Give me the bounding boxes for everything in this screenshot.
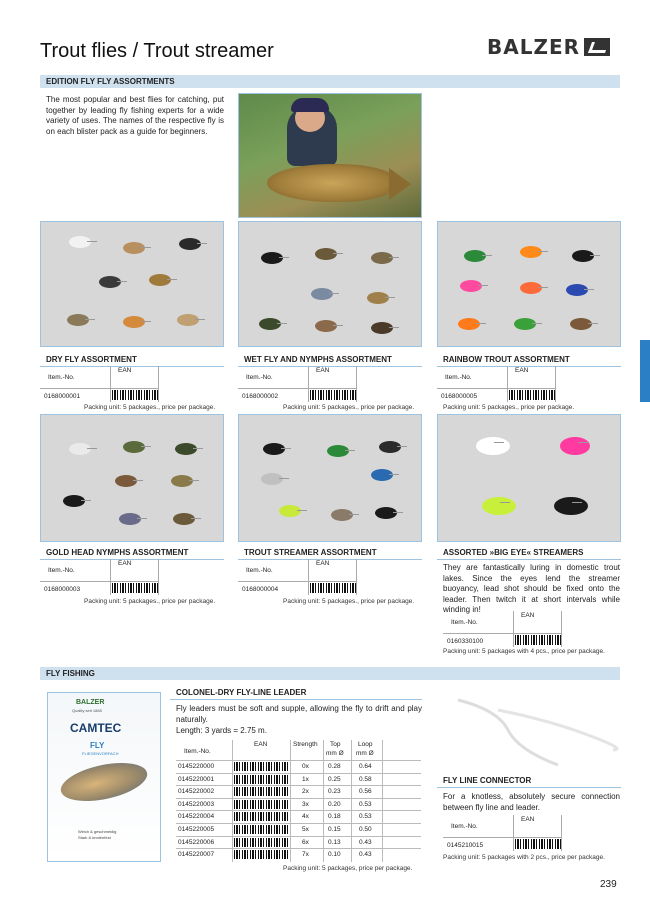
page-number: 239 <box>600 879 617 890</box>
connector-line-1 <box>458 700 558 765</box>
item-number: 0145210015 <box>447 842 484 849</box>
ean-header: EAN <box>521 612 535 619</box>
fly-brown <box>115 475 137 487</box>
ean-barcode <box>234 787 288 796</box>
col-item: Item.-No. <box>184 748 211 755</box>
item-number: 0168000004 <box>242 586 279 593</box>
fly-line-connector-image <box>438 690 620 770</box>
fly-green <box>464 250 486 262</box>
wet-fly-image <box>238 221 422 347</box>
fly-black2 <box>375 507 397 519</box>
cell-item: 0145220002 <box>178 788 215 796</box>
product-title: WET FLY AND NYMPHS ASSORTMENT <box>244 355 392 364</box>
cell-item: 0145220006 <box>178 838 215 846</box>
intro-text: The most popular and best flies for catching, put together by leading fly fishing experts for a wide variety of uses. The names of the respective fly is on each blister pack as a guide for beginners. <box>46 95 224 136</box>
fly-pink <box>460 280 482 292</box>
fly-grey <box>311 288 333 300</box>
packing-unit: Packing unit: 5 packages., price per package. <box>84 404 216 411</box>
cell-top: 0.28 <box>328 763 341 770</box>
ean-header: EAN <box>515 367 529 374</box>
packing-unit: Packing unit: 5 packages., price per package. <box>84 598 216 605</box>
ean-barcode <box>234 800 288 809</box>
connector-description: For a knotless, absolutely secure connection between fly line and leader. <box>443 792 620 812</box>
fly-red <box>520 282 542 294</box>
package-camtec: CAMTEC <box>70 721 122 735</box>
ean-barcode <box>112 583 158 593</box>
brand-name: BALZER <box>487 35 581 59</box>
dry-fly-image <box>40 221 224 347</box>
cell-top: 0.25 <box>328 775 341 783</box>
product-title: GOLD HEAD NYMPHS ASSORTMENT <box>46 548 189 557</box>
item-number: 0168000001 <box>44 393 81 400</box>
product-title: FLY LINE CONNECTOR <box>443 776 532 785</box>
packing-unit: Packing unit: 5 packages., price per package. <box>283 598 415 605</box>
item-number: 0168000005 <box>441 393 478 400</box>
packing-unit: Packing unit: 5 packages, price per package. <box>283 865 413 872</box>
fly-white <box>69 443 91 455</box>
ean-barcode <box>234 825 288 834</box>
ean-barcode <box>112 390 158 400</box>
fly-black <box>179 238 201 250</box>
item-no-header: Item.-No. <box>445 374 472 381</box>
package-stark: Stark & knotenfest <box>78 835 111 840</box>
col-strength: Strength <box>293 741 318 748</box>
package-fly-sub: FLIEGENVORFACH <box>82 751 119 756</box>
ean-barcode <box>310 390 356 400</box>
col-ean: EAN <box>254 741 268 748</box>
table-row <box>176 760 421 772</box>
cell-strength: 0x <box>302 763 309 770</box>
packing-unit: Packing unit: 5 packages with 4 pcs., price per package. <box>443 648 605 655</box>
fly-chartreuse <box>279 505 301 517</box>
fly-white <box>476 437 510 455</box>
product-title: DRY FLY ASSORTMENT <box>46 355 137 364</box>
fly-black <box>554 497 588 515</box>
cell-item: 0145220005 <box>178 826 215 833</box>
fly-grey <box>119 513 141 525</box>
item-no-header: Item.-No. <box>48 374 75 381</box>
col-loop-unit: mm Ø <box>356 750 374 757</box>
item-number: 0160330100 <box>447 638 484 645</box>
fly-orange <box>123 316 145 328</box>
table-row <box>176 836 421 848</box>
trout-tail <box>389 168 411 200</box>
fly-brown2 <box>173 513 195 525</box>
cell-strength: 4x <box>302 813 309 821</box>
package-weich: Weich & geschmeidig <box>78 829 117 834</box>
cell-strength: 1x <box>302 775 309 783</box>
fly-orange <box>520 246 542 258</box>
fly-olive <box>123 441 145 453</box>
fly-green <box>327 445 349 457</box>
fly-brown <box>570 318 592 330</box>
fly-silver <box>261 473 283 485</box>
table-row <box>176 848 421 860</box>
ean-barcode <box>515 635 561 645</box>
package-since: Quality seit 1885 <box>72 708 102 713</box>
cell-loop: 0.58 <box>359 775 372 783</box>
ean-header: EAN <box>521 816 535 823</box>
fly-olive <box>67 314 89 326</box>
divider <box>170 699 422 700</box>
cell-strength: 7x <box>302 851 309 859</box>
item-number: 0168000003 <box>44 586 81 593</box>
trout-streamer-image <box>238 414 422 542</box>
fly-gold <box>367 292 389 304</box>
product-title: RAINBOW TROUT ASSORTMENT <box>443 355 570 364</box>
table-row <box>176 773 421 785</box>
cell-item: 0145220000 <box>178 763 215 770</box>
cell-top: 0.15 <box>328 826 341 833</box>
item-no-header: Item.-No. <box>451 619 478 626</box>
ean-header: EAN <box>316 560 330 567</box>
gold-head-image <box>40 414 224 542</box>
item-no-header: Item.-No. <box>48 567 75 574</box>
cell-loop: 0.50 <box>359 826 372 833</box>
cell-top: 0.23 <box>328 788 341 796</box>
col-top: Top <box>330 741 341 748</box>
packing-unit: Packing unit: 5 packages., price per package. <box>443 404 575 411</box>
cell-strength: 6x <box>302 838 309 846</box>
table-row <box>176 785 421 797</box>
fly-tan <box>149 274 171 286</box>
cell-item: 0145220004 <box>178 813 215 821</box>
table-row <box>176 810 421 822</box>
angler-cap <box>291 98 329 112</box>
balzer-emblem-icon <box>584 38 610 56</box>
packing-unit: Packing unit: 5 packages with 2 pcs., price per package. <box>443 854 605 861</box>
connector-line-2 <box>498 710 617 750</box>
cell-item: 0145220007 <box>178 851 215 859</box>
cell-loop: 0.64 <box>359 763 372 770</box>
item-no-header: Item.-No. <box>246 374 273 381</box>
table-row <box>176 823 421 835</box>
fly-black <box>263 443 285 455</box>
fly-chartreuse <box>482 497 516 515</box>
fly-tan <box>371 252 393 264</box>
page-title: Trout flies / Trout streamer <box>40 40 274 62</box>
big-eye-streamer-image <box>437 414 621 542</box>
fly-blue <box>371 469 393 481</box>
section-bar-fly-fishing: FLY FISHING <box>40 667 620 680</box>
rainbow-trout-image <box>437 221 621 347</box>
brand-logo <box>487 36 610 58</box>
leader-length: Length: 3 yards = 2.75 m. <box>176 726 267 735</box>
ean-barcode <box>234 762 288 771</box>
fly-orange2 <box>458 318 480 330</box>
fly-dark <box>379 441 401 453</box>
trout-fish <box>267 164 397 202</box>
cell-loop: 0.53 <box>359 800 372 808</box>
fly-olive <box>259 318 281 330</box>
cell-top: 0.10 <box>328 851 341 859</box>
fly-black <box>63 495 85 507</box>
fly-tan <box>331 509 353 521</box>
ean-barcode <box>234 812 288 821</box>
product-title: COLONEL-DRY FLY-LINE LEADER <box>176 688 307 697</box>
cell-loop: 0.43 <box>359 851 372 859</box>
trout-illustration <box>57 756 150 808</box>
col-top-unit: mm Ø <box>326 750 344 757</box>
fly-pink <box>560 437 590 455</box>
fly-black <box>572 250 594 262</box>
cell-item: 0145220003 <box>178 800 215 808</box>
ean-header: EAN <box>118 560 132 567</box>
fly-brown <box>123 242 145 254</box>
package-brand: BALZER <box>76 699 105 706</box>
product-title: TROUT STREAMER ASSORTMENT <box>244 548 377 557</box>
item-number: 0168000002 <box>242 393 279 400</box>
cell-top: 0.20 <box>328 800 341 808</box>
item-no-header: Item.-No. <box>246 567 273 574</box>
ean-barcode <box>234 850 288 859</box>
cell-loop: 0.56 <box>359 788 372 796</box>
fly-green2 <box>514 318 536 330</box>
fly-dark <box>99 276 121 288</box>
fly-dark <box>175 443 197 455</box>
leader-package-image <box>47 692 161 862</box>
fly-tan <box>171 475 193 487</box>
fly-blue <box>566 284 588 296</box>
fly-black <box>261 252 283 264</box>
ean-barcode <box>234 775 288 784</box>
fly-brown <box>315 248 337 260</box>
fly-dark <box>371 322 393 334</box>
ean-barcode <box>509 390 555 400</box>
cell-strength: 2x <box>302 788 309 796</box>
col-loop: Loop <box>358 741 373 748</box>
table-row <box>176 798 421 810</box>
ean-header: EAN <box>316 367 330 374</box>
ean-barcode <box>310 583 356 593</box>
ean-header: EAN <box>118 367 132 374</box>
cell-strength: 5x <box>302 826 309 833</box>
fly-light <box>177 314 199 326</box>
fly-white <box>69 236 91 248</box>
cell-top: 0.13 <box>328 838 341 846</box>
divider <box>437 787 621 788</box>
product-title: ASSORTED »BIG EYE« STREAMERS <box>443 548 584 557</box>
cell-item: 0145220001 <box>178 775 215 783</box>
cell-loop: 0.43 <box>359 838 372 846</box>
packing-unit: Packing unit: 5 packages., price per package. <box>283 404 415 411</box>
divider <box>437 559 621 560</box>
item-no-header: Item.-No. <box>451 823 478 830</box>
cell-strength: 3x <box>302 800 309 808</box>
cell-top: 0.18 <box>328 813 341 821</box>
section-tab-marker <box>640 340 650 402</box>
big-eye-description: They are fantastically luring in domestic trout lakes. Since the eyes lend the streamer buoyancy, lead shot should be fixed onto the leader. Then twitch it at short intervals while winding in! <box>443 563 620 614</box>
angler-photo <box>238 93 422 218</box>
ean-barcode <box>234 838 288 847</box>
section-bar-edition: EDITION FLY FLY ASSORTMENTS <box>40 75 620 88</box>
ean-barcode <box>515 839 561 849</box>
leader-description: Fly leaders must be soft and supple, allowing the fly to drift and play naturally. <box>176 704 422 724</box>
fly-brown2 <box>315 320 337 332</box>
package-fly: FLY <box>90 741 105 750</box>
cell-loop: 0.53 <box>359 813 372 821</box>
